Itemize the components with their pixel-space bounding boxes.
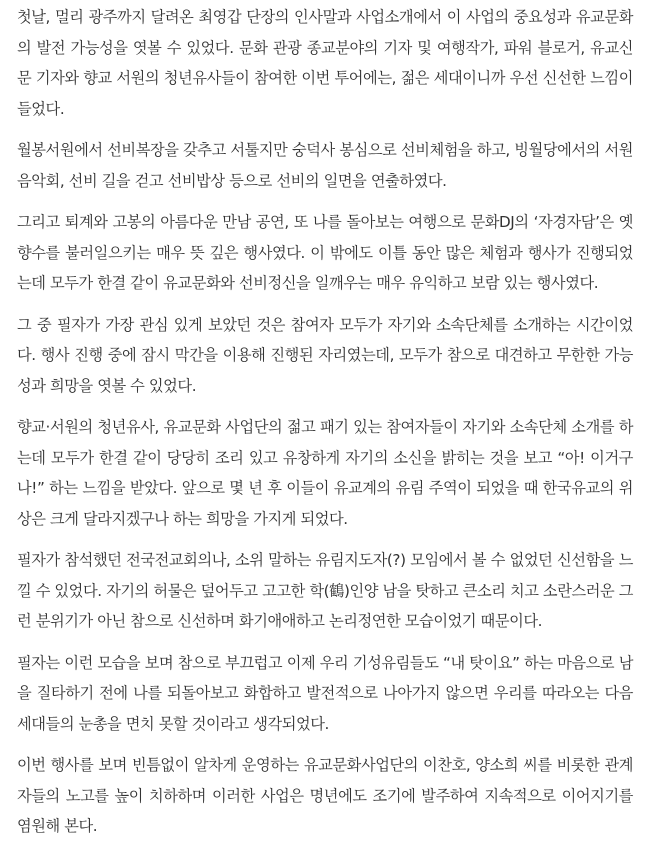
paragraph-closing: 이번 행사를 보며 빈틈없이 알차게 운영하는 유교문화사업단의 이찬호, 양소희 씨를 비롯한 관계자들의 노고를 높이 치하하며 이러한 사업은 명년에도 조기에 발주하여 지속적으로 이어지기를 염원해 본다. xyxy=(17,756,633,835)
paragraph-performance: 그리고 퇴계와 고봉의 아름다운 만남 공연, 또 나를 돌아보는 여행으로 문화DJ의 ‘자경자담’은 옛 향수를 불러일으키는 매우 뜻 깊은 행사였다. 이 밖에도 이틀 동안 많은 체험과 행사가 진행되었는데 모두가 한결 같이 유교문화와 선비정신을 일깨우는 매우 유익하고 보람 있는 행사였다. xyxy=(17,213,633,292)
paragraph-seonbi-experience: 월봉서원에서 선비복장을 갖추고 서툴지만 숭덕사 봉심으로 선비체험을 하고, 빙월당에서의 서원음악회, 선비 길을 걷고 선비밥상 등으로 선비의 일면을 연출하였다. xyxy=(17,141,633,190)
article-body xyxy=(17,0,633,842)
paragraph-reflection: 필자는 이런 모습을 보며 참으로 부끄럽고 이제 우리 기성유림들도 “내 탓이요” 하는 마음으로 남을 질타하기 전에 나를 되돌아보고 화합하고 발전적으로 나아가지 않으면 우리를 따라오는 다음 세대들의 눈총을 면치 못할 것이라고 생각되었다. xyxy=(17,653,633,733)
paragraph-introductions: 그 중 필자가 가장 관심 있게 보았던 것은 참여자 모두가 자기와 소속단체를 소개하는 시간이었다. 행사 진행 중에 잠시 막간을 이용해 진행된 자리였는데, 모두가 참으로 대견하고 무한한 가능성과 희망을 엿볼 수 있었다. xyxy=(17,315,633,395)
paragraph-youth-participants: 향교·서원의 청년유사, 유교문화 사업단의 젊고 패기 있는 참여자들이 자기와 소속단체 소개를 하는데 모두가 한결 같이 당당히 조리 있고 유창하게 자기의 소신을 밝히는 것을 보고 “아! 이거구나!” 하는 느낌을 받았다. 앞으로 몇 년 후 이들이 유교계의 유림 주역이 되었을 때 한국유교의 위상은 크게 달라지겠구나 하는 희망을 가지게 되었다. xyxy=(17,418,633,528)
paragraph-opening-day: 첫날, 멀리 광주까지 달려온 최영갑 단장의 인사말과 사업소개에서 이 사업의 중요성과 유교문화의 발전 가능성을 엿볼 수 있었다. 문화 관광 종교분야의 기자 및 여행작가, 파워 블로거, 유교신문 기자와 향교 서원의 청년유사들이 참여한 이번 투어에는, 젊은 세대이니까 우선 신선한 느낌이 들었다. xyxy=(17,8,633,118)
paragraph-freshness: 필자가 참석했던 전국전교회의나, 소위 말하는 유림지도자(?) 모임에서 볼 수 없었던 신선함을 느낄 수 있었다. 자기의 허물은 덮어두고 고고한 학(鶴)인양 남을 탓하고 큰소리 치고 소란스러운 그런 분위기가 아닌 참으로 신선하며 화기애애하고 논리정연한 모습이었기 때문이다. xyxy=(17,551,633,630)
